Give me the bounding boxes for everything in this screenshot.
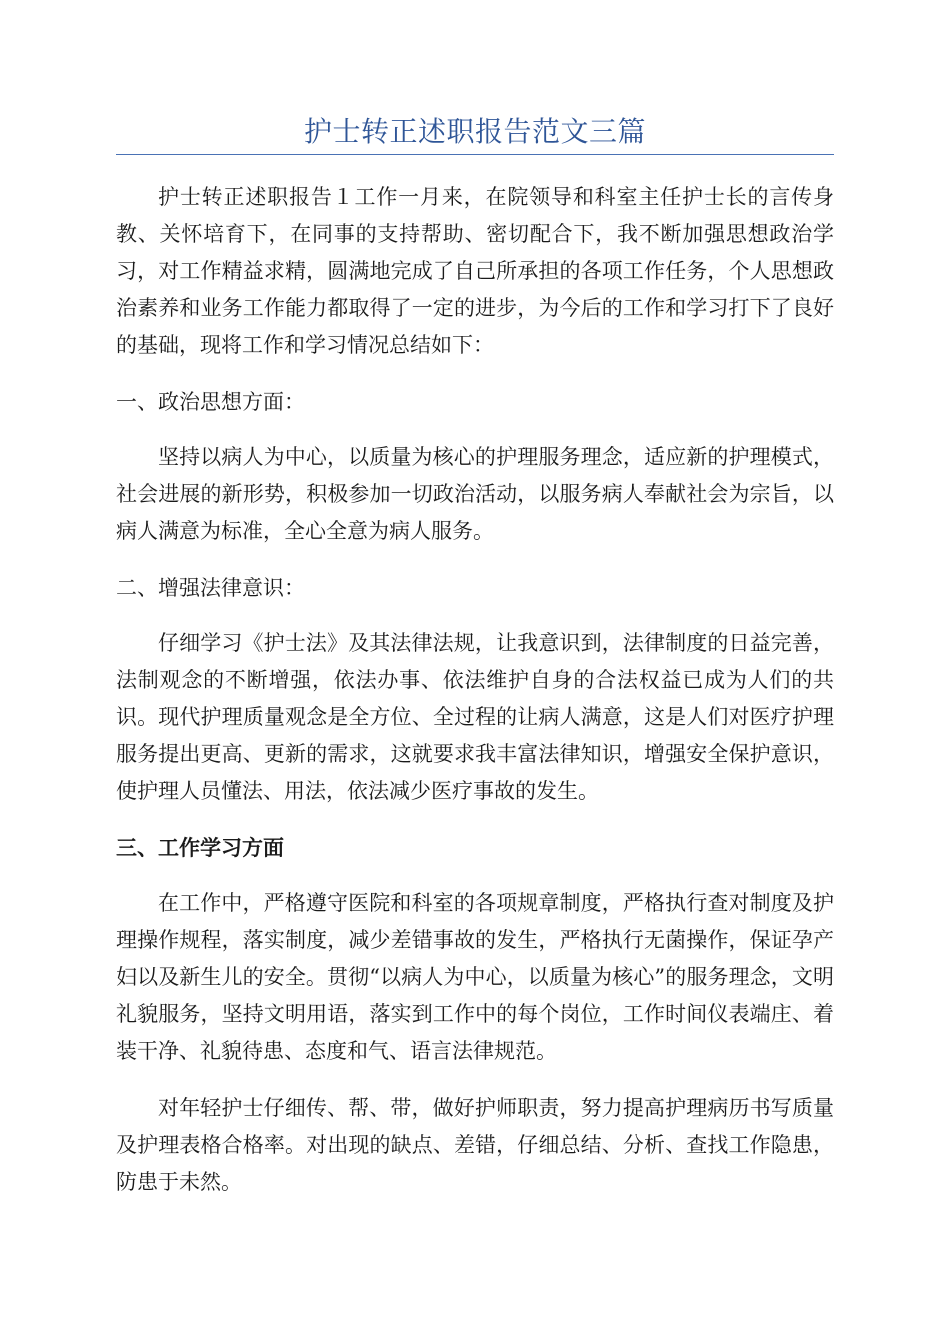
document-page xyxy=(116,112,834,1221)
document-title: 护士转正述职报告范文三篇 xyxy=(303,115,646,148)
paragraph-law: 仔细学习《护士法》及其法律法规，让我意识到，法律制度的日益完善，法制观念的不断增强，依法办事、依法维护自身的合法权益已成为人们的共识。现代护理质量观念是全方位、全过程的让病人满意，这是人们对医疗护理服务提出更高、更新的需求，这就要求我丰富法律知识，增强安全保护意识，使护理人员懂法、用法，依法减少医疗事故的发生。 xyxy=(116,631,834,803)
paragraph-intro: 护士转正述职报告１工作一月来，在院领导和科室主任护士长的言传身教、关怀培育下，在同事的支持帮助、密切配合下，我不断加强思想政治学习，对工作精益求精，圆满地完成了自己所承担的各项工作任务，个人思想政治素养和业务工作能力都取得了一定的进步，为今后的工作和学习打下了良好的基础，现将工作和学习情况总结如下： xyxy=(116,185,834,357)
paragraph-mentoring: 对年轻护士仔细传、帮、带，做好护师职责，努力提高护理病历书写质量及护理表格合格率。对出现的缺点、差错，仔细总结、分析、查找工作隐患，防患于未然。 xyxy=(116,1096,834,1194)
section-heading-1: 一、政治思想方面： xyxy=(116,390,305,414)
section-heading-3: 三、工作学习方面 xyxy=(116,836,284,860)
paragraph-work: 在工作中，严格遵守医院和科室的各项规章制度，严格执行查对制度及护理操作规程，落实制度，减少差错事故的发生，严格执行无菌操作，保证孕产妇以及新生儿的安全。贯彻“以病人为中心，以质量为核心”的服务理念，文明礼貌服务，坚持文明用语，落实到工作中的每个岗位，工作时间仪表端庄、着装干净、礼貌待患、态度和气、语言法律规范。 xyxy=(116,891,834,1063)
section-heading-2: 二、增强法律意识： xyxy=(116,576,305,600)
paragraph-politics: 坚持以病人为中心，以质量为核心的护理服务理念，适应新的护理模式，社会进展的新形势，积极参加一切政治活动，以服务病人奉献社会为宗旨，以病人满意为标准，全心全意为病人服务。 xyxy=(116,445,834,543)
title-underline xyxy=(116,154,834,155)
